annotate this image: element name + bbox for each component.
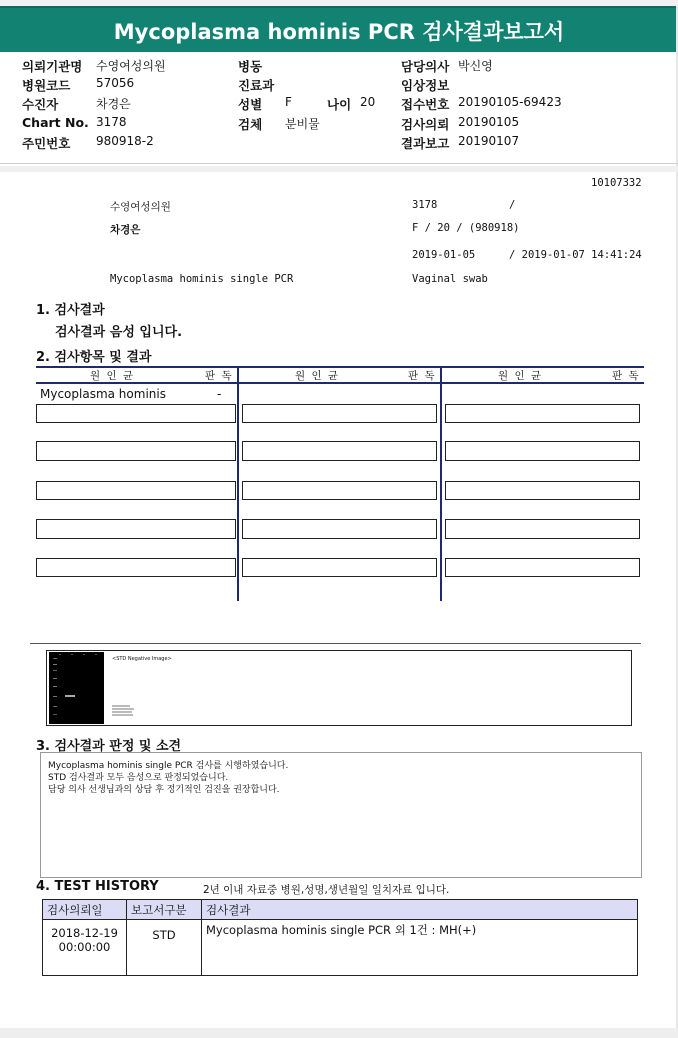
report-date-value: 20190107 <box>458 134 520 148</box>
hospital-code-value: 57056 <box>96 76 135 90</box>
title-bar <box>0 6 678 52</box>
patient-label: 수진자 <box>22 97 59 112</box>
chart-no-value: 3178 <box>96 115 127 129</box>
col2-pathogen-header: 원 인 균 <box>295 370 339 382</box>
col3-result-header: 판 독 <box>612 370 639 382</box>
section1-result-text: 검사결과 음성 입니다. <box>55 325 183 340</box>
pathogen-row1-result: - <box>217 387 222 401</box>
specimen-label: 검체 <box>238 117 263 132</box>
result-box <box>36 441 236 461</box>
header-divider-shadow <box>0 166 678 172</box>
sex-value: F <box>285 95 292 109</box>
report-sex-age: F / 20 / (980918) <box>412 222 520 234</box>
history-col-type: 보고서구분 <box>127 900 202 920</box>
hospital-label: 의뢰기관명 <box>22 59 83 74</box>
chart-no-label: Chart No. <box>22 115 89 130</box>
section4-title: 4. TEST HISTORY <box>36 879 159 894</box>
result-box <box>445 481 640 500</box>
result-box <box>242 558 437 577</box>
col2-result-header: 판 독 <box>408 370 435 382</box>
gel-legend <box>112 704 142 720</box>
grid-divider-2 <box>440 366 442 601</box>
result-box <box>36 558 236 577</box>
report-title: Mycoplasma hominis PCR 검사결과보고서 <box>113 20 565 44</box>
history-note: 2년 이내 자료중 병원,성명,생년월일 일치자료 입니다. <box>203 884 450 896</box>
history-date: 2018-12-19 <box>51 926 118 940</box>
history-col-result: 검사결과 <box>202 900 638 920</box>
history-col-date: 검사의뢰일 <box>43 900 127 920</box>
doctor-label: 담당의사 <box>401 59 450 74</box>
pathogen-row1-name: Mycoplasma hominis <box>40 387 166 401</box>
section-divider <box>30 643 641 644</box>
opinion-line: 담당 의사 선생님과의 상담 후 정기적인 검진을 권장합니다. <box>48 785 280 795</box>
resident-no-label: 주민번호 <box>22 136 71 151</box>
clinical-info-label: 임상정보 <box>401 78 450 93</box>
report-date-label: 결과보고 <box>401 136 450 151</box>
sex-label: 성별 <box>238 97 263 112</box>
col3-pathogen-header: 원 인 균 <box>498 370 542 382</box>
result-box <box>36 519 236 539</box>
history-table <box>42 899 638 976</box>
col1-result-header: 판 독 <box>205 370 232 382</box>
report-chart: 3178 <box>412 199 438 211</box>
request-date-label: 검사의뢰 <box>401 117 450 132</box>
gel-bands-icon <box>49 652 104 724</box>
accession-value: 20190105-69423 <box>458 95 562 109</box>
ward-label: 병동 <box>238 59 263 74</box>
accession-label: 접수번호 <box>401 97 450 112</box>
age-value: 20 <box>360 95 376 109</box>
grid-divider-1 <box>237 366 239 601</box>
result-box <box>445 441 640 461</box>
specimen-value: 분비물 <box>285 117 320 131</box>
col1-pathogen-header: 원 인 균 <box>90 370 134 382</box>
report-reported: / 2019-01-07 14:41:24 <box>509 249 642 261</box>
result-box <box>36 404 236 423</box>
doctor-value: 박신영 <box>458 59 493 73</box>
bottom-edge <box>0 1028 678 1038</box>
report-id: 10107332 <box>591 177 642 189</box>
section3-title: 3. 검사결과 판정 및 소견 <box>36 739 182 754</box>
gel-caption: <STD Negative Image> <box>112 656 172 662</box>
age-label: 나이 <box>327 97 352 112</box>
result-box <box>242 441 437 461</box>
report-test: Mycoplasma hominis single PCR <box>110 273 294 285</box>
report-specimen: Vaginal swab <box>412 273 488 285</box>
opinion-line: STD 검사결과 모두 음성으로 판정되었습니다. <box>48 773 229 783</box>
gel-electrophoresis-image <box>49 652 104 724</box>
hospital-code-label: 병원코드 <box>22 78 71 93</box>
result-box <box>36 481 236 500</box>
section2-title: 2. 검사항목 및 결과 <box>36 350 152 365</box>
opinion-box <box>40 752 642 878</box>
report-received: 2019-01-05 <box>412 249 476 261</box>
report-chart-slash: / <box>509 199 516 211</box>
result-box <box>445 519 640 539</box>
result-box <box>445 558 640 577</box>
hospital-value: 수영여성의원 <box>96 59 166 73</box>
patient-value: 차경은 <box>96 97 131 111</box>
department-label: 진료과 <box>238 78 275 93</box>
history-time: 00:00:00 <box>58 940 111 954</box>
result-box <box>242 519 437 539</box>
report-hospital: 수영여성의원 <box>110 201 171 213</box>
result-box <box>242 481 437 500</box>
section1-title: 1. 검사결과 <box>36 303 105 318</box>
header-divider <box>0 163 678 164</box>
history-header-row <box>43 900 638 920</box>
history-type: STD <box>127 920 202 976</box>
result-box <box>445 404 640 423</box>
result-box <box>242 404 437 423</box>
resident-no-value: 980918-2 <box>96 134 154 148</box>
table-row <box>43 920 638 976</box>
history-date-cell <box>43 920 127 976</box>
report-patient: 차경은 <box>110 224 141 236</box>
history-result: Mycoplasma hominis single PCR 외 1건 : MH(+) <box>202 920 638 976</box>
request-date-value: 20190105 <box>458 115 520 129</box>
opinion-line: Mycoplasma hominis single PCR 검사를 시행하였습니다. <box>48 761 289 771</box>
